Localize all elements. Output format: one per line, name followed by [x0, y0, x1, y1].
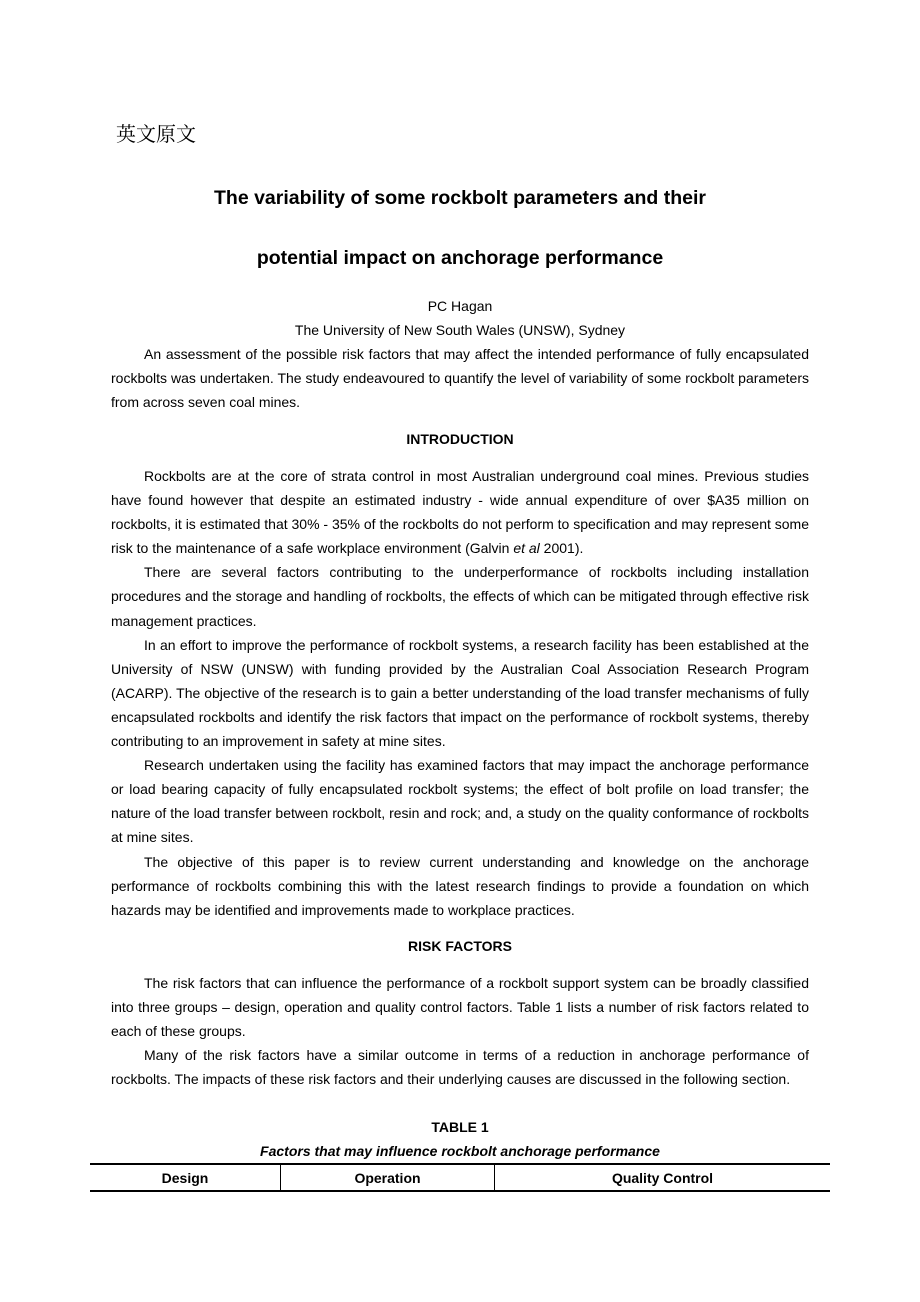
introduction-section — [111, 464, 809, 922]
intro-paragraph-1 — [111, 464, 809, 560]
risk-factor-table — [90, 1163, 830, 1192]
chinese-header: 英文原文 — [116, 122, 196, 146]
table-header-row — [90, 1164, 830, 1191]
risk-paragraph-1: The risk factors that can influence the performance of a rockbolt support system can be broadly classified into three groups – design, operation and quality control factors. Table 1 lists a number of risk factors related to each of these groups. — [111, 975, 809, 1040]
intro-p1-text-a: Rockbolts are at the core of strata control in most Australian underground coal mines. Previous studies have found however that despite an estimated industry - wide annual expenditure of over $A35 million on rockbolts, it is estimated that 30% - 35% of the rockbolts do not perform to specification and may represent some risk to the maintenance of a safe workplace environment (Galvin — [111, 468, 810, 557]
table-header-design: Design — [90, 1164, 281, 1191]
risk-factors-section — [111, 971, 809, 1091]
affiliation: The University of New South Wales (UNSW), Sydney — [294, 322, 626, 338]
table-header-operation: Operation — [281, 1164, 495, 1191]
section-heading-introduction: INTRODUCTION — [406, 431, 514, 447]
table-header-quality-control: Quality Control — [495, 1164, 831, 1191]
author: PC Hagan — [427, 298, 493, 314]
abstract — [111, 342, 809, 414]
intro-paragraph-4: Research undertaken using the facility has examined factors that may impact the anchorage performance or load bearing capacity of fully encapsulated rockbolt systems; the effect of bolt profile on load transfer; the nature of the load transfer between rockbolt, resin and rock; and, a study on the quality conformance of rockbolts at mine sites. — [111, 757, 809, 846]
intro-paragraph-3: In an effort to improve the performance of rockbolt systems, a research facility has been established at the University of NSW (UNSW) with funding provided by the Australian Coal Association Research Program (ACARP). The objective of the research is to gain a better understanding of the load transfer mechanisms of fully encapsulated rockbolts and identify the risk factors that impact on the performance of rockbolt systems, thereby contributing to an improvement in safety at mine sites. — [111, 636, 809, 750]
abstract-paragraph: An assessment of the possible risk factors that may affect the intended performance of fully encapsulated rockbolts was undertaken. The study endeavoured to quantify the level of variability of some rockbolt parameters from across seven coal mines. — [111, 346, 809, 411]
paper-title-line-1: The variability of some rockbolt parameters and their — [214, 187, 706, 209]
table-label: TABLE 1 — [431, 1119, 489, 1135]
paper-title-line-2: potential impact on anchorage performance — [256, 247, 664, 269]
intro-p1-text-b: 2001). — [539, 540, 584, 557]
section-heading-risk-factors: RISK FACTORS — [408, 938, 512, 954]
intro-paragraph-2: There are several factors contributing to the underperformance of rockbolts including installation procedures and the storage and handling of rockbolts, the effects of which can be mitigated through effective risk management practices. — [111, 564, 809, 629]
intro-paragraph-5: The objective of this paper is to review current understanding and knowledge on the anchorage performance of rockbolts combining this with the latest research findings to provide a foundation on which hazards may be identified and improvements made to workplace practices. — [111, 853, 809, 918]
risk-paragraph-2: Many of the risk factors have a similar outcome in terms of a reduction in anchorage performance of rockbolts. The impacts of these risk factors and their underlying causes are discussed in the following section. — [111, 1047, 809, 1088]
intro-p1-italic: et al — [513, 540, 540, 557]
table-caption: Factors that may influence rockbolt anchorage performance — [260, 1143, 660, 1159]
